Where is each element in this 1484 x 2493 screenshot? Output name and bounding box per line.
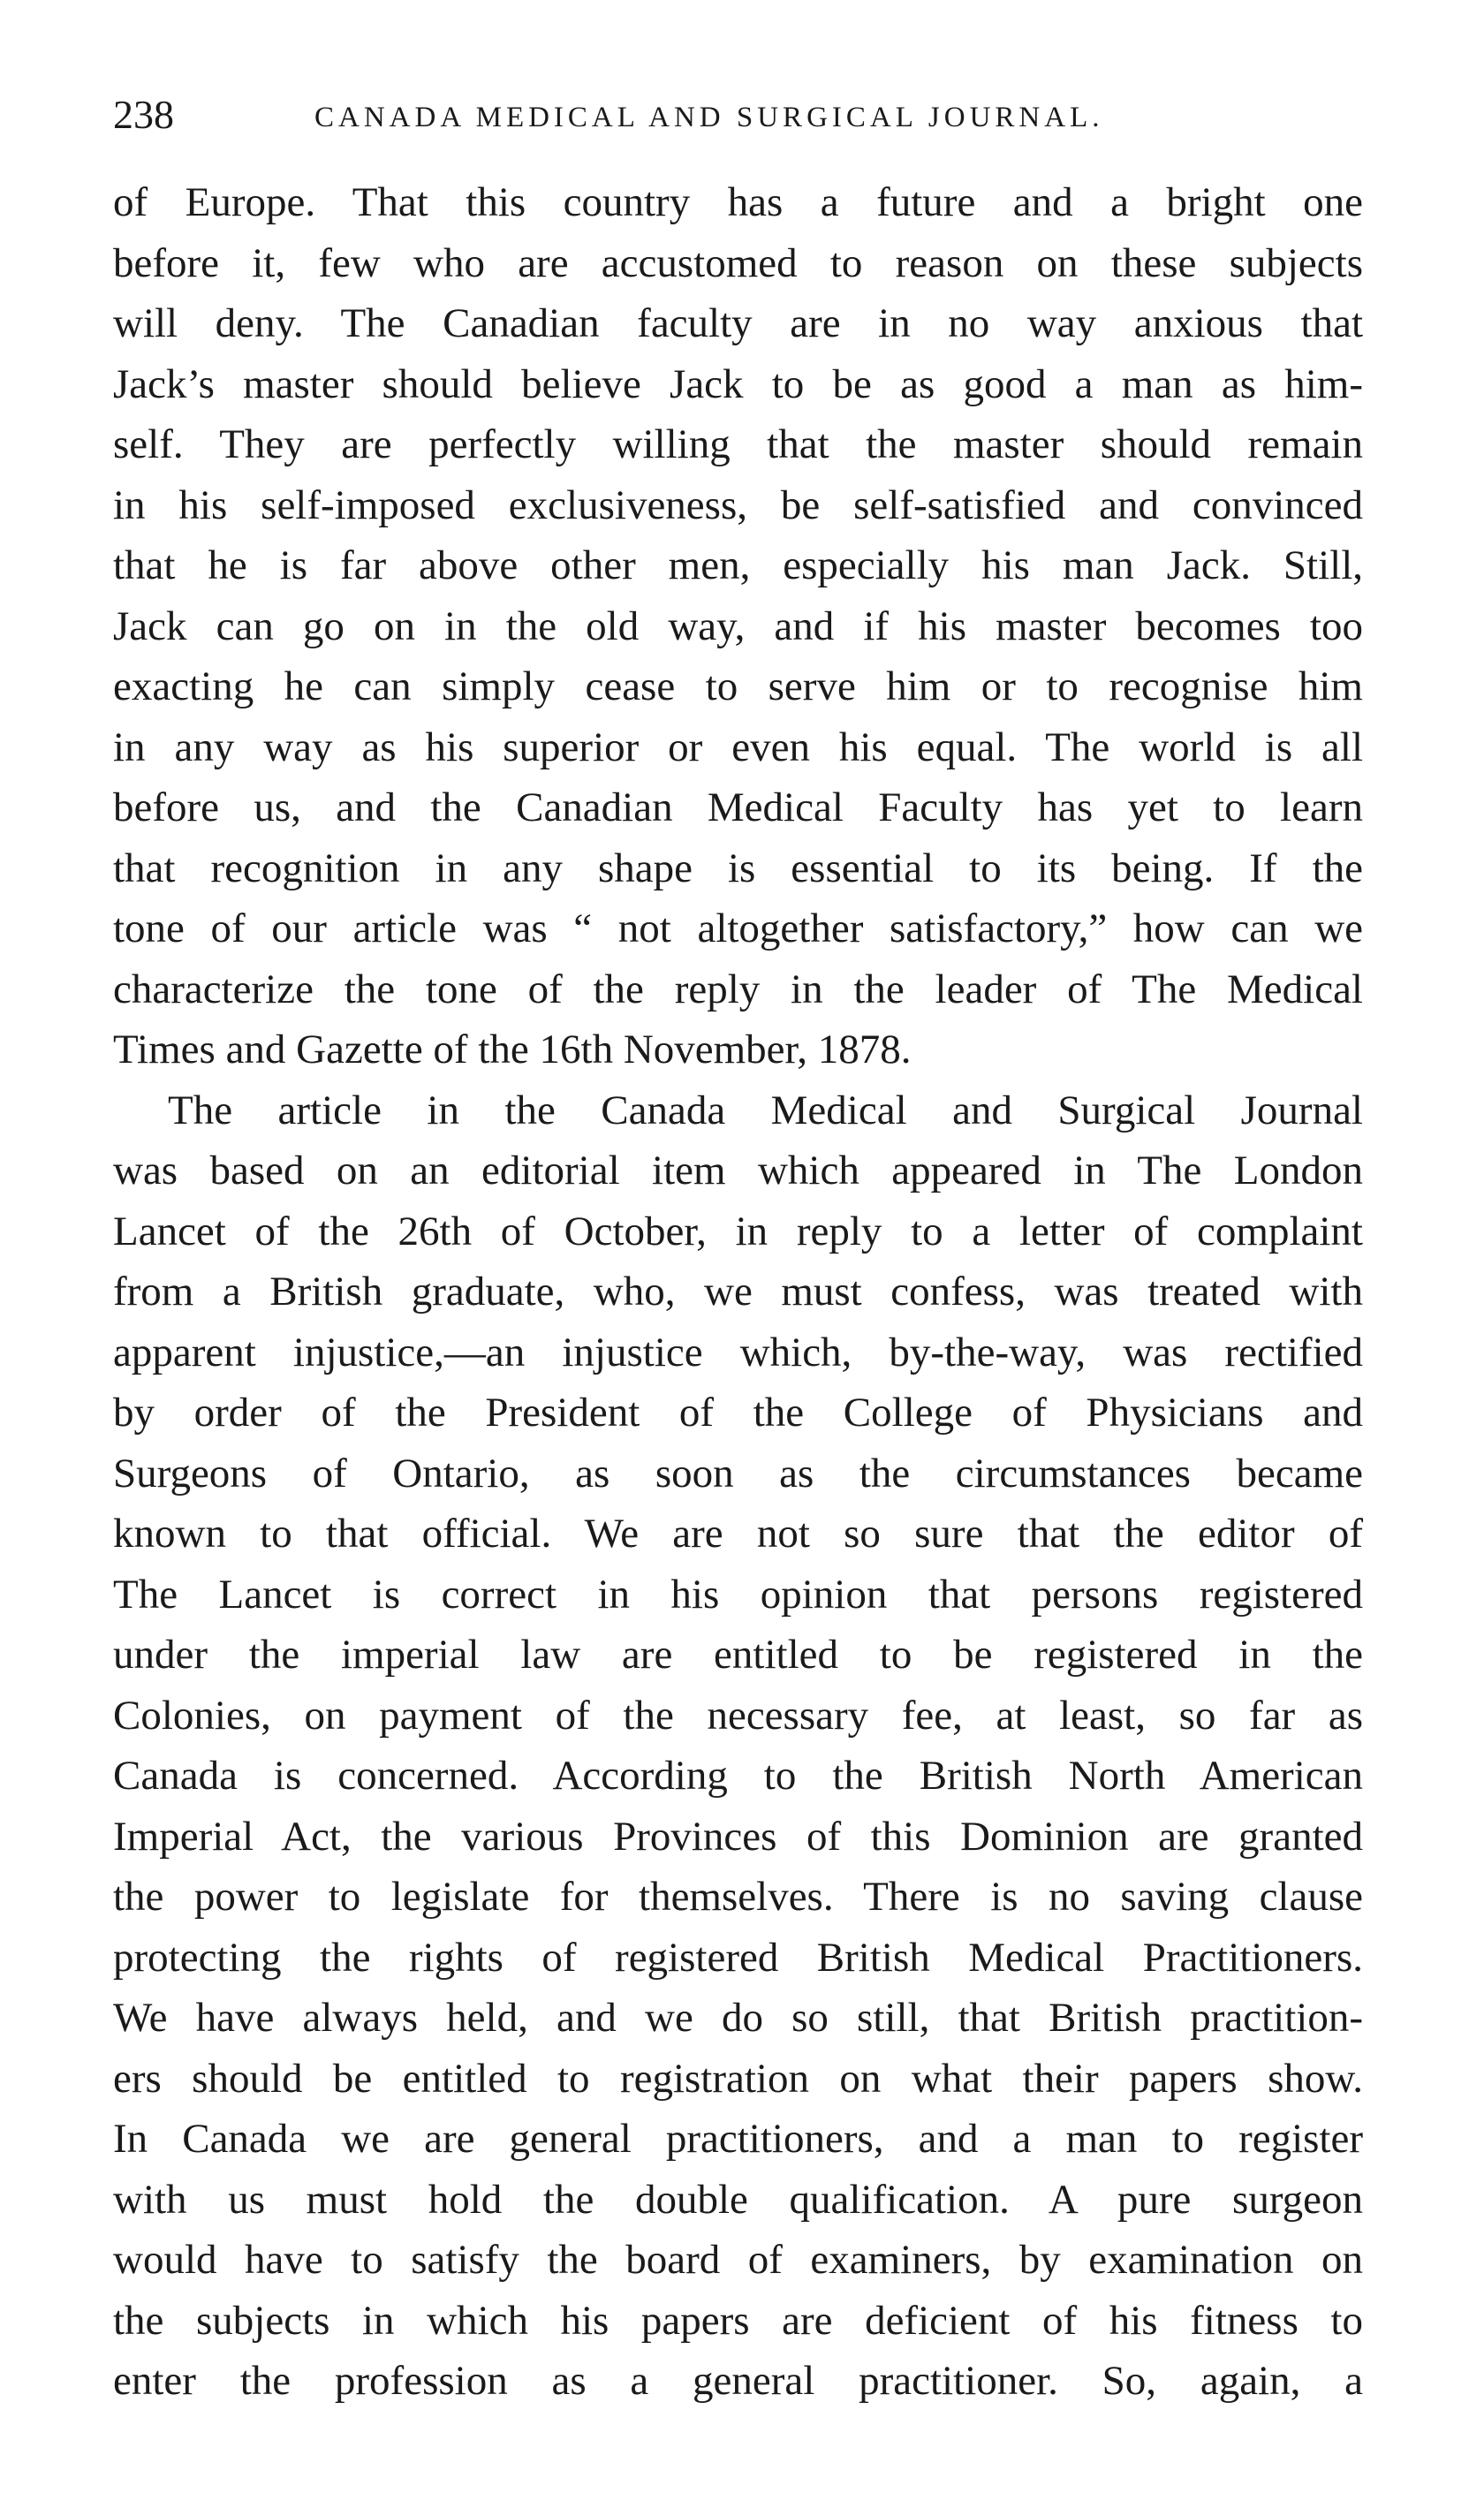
text-line: We have always held, and we do so still, that British practition- [113,1995,1363,2041]
text-line: Jack’s master should believe Jack to be as good a man as him- [113,360,1363,407]
text-line: Imperial Act, the various Provinces of this Dominion are granted [113,1813,1363,1860]
text-line: will deny. The Canadian faculty are in no way anxious that [113,300,1363,346]
text-line: exacting he can simply cease to serve him or to recognise him [113,663,1363,709]
text-line: apparent injustice,—an injustice which, by-the-way, was rectified [113,1329,1363,1375]
text-line: The Lancet is correct in his opinion that persons registered [113,1571,1363,1618]
text-line: In Canada we are general practitioners, and a man to register [113,2116,1363,2162]
text-line: known to that official. We are not so sure that the editor of [113,1511,1363,1557]
paragraph-1 [113,172,1363,1080]
text-line: The article in the Canada Medical and Surgical Journal [168,1087,1363,1133]
body-text [113,172,1363,2412]
text-line: protecting the rights of registered British Medical Practitioners. [113,1934,1363,1981]
text-line: that recognition in any shape is essential to its being. If the [113,845,1363,891]
text-line: that he is far above other men, especially his man Jack. Still, [113,542,1363,588]
page-number: 238 [113,92,174,137]
text-line: from a British graduate, who, we must confess, was treated with [113,1269,1363,1315]
text-line: of Europe. That this country has a future and a bright one [113,179,1363,225]
text-line: self. They are perfectly willing that the master should remain [113,421,1363,467]
text-line: the power to legislate for themselves. There is no saving clause [113,1874,1363,1920]
text-line: with us must hold the double qualification. A pure surgeon [113,2176,1363,2223]
journal-title: CANADA MEDICAL AND SURGICAL JOURNAL. [314,102,1104,133]
paragraph-2 [113,1080,1363,2412]
text-line: was based on an editorial item which appeared in The London [113,1148,1363,1193]
text-line: characterize the tone of the reply in the leader of The Medical [113,966,1363,1012]
text-line: ers should be entitled to registration on what their papers show. [113,2055,1363,2102]
text-line: the subjects in which his papers are deficient of his fitness to [113,2297,1363,2344]
text-line: tone of our article was “ not altogether satisfactory,” how can we [113,906,1363,951]
text-line: Jack can go on in the old way, and if his master becomes too [113,602,1363,649]
text-line: would have to satisfy the board of examiners, by examination on [113,2237,1363,2283]
text-line: Surgeons of Ontario, as soon as the circumstances became [113,1450,1363,1497]
text-line: in his self-imposed exclusiveness, be self-satisfied and convinced [113,481,1363,528]
text-line: enter the profession as a general practitioner. So, again, a [113,2358,1363,2404]
text-line: Lancet of the 26th of October, in reply to a letter of complaint [113,1208,1363,1254]
text-line: before us, and the Canadian Medical Faculty has yet to learn [113,784,1363,830]
text-line: in any way as his superior or even his equal. The world is all [113,724,1363,770]
text-line: under the imperial law are entitled to be registered in the [113,1632,1363,1678]
running-head [113,88,1367,150]
text-line: by order of the President of the College of Physicians and [113,1390,1363,1436]
text-line: Canada is concerned. According to the British North American [113,1753,1363,1799]
text-line: before it, few who are accustomed to reason on these subjects [113,239,1363,286]
text-line: Colonies, on payment of the necessary fee, at least, so far as [113,1692,1363,1739]
text-line: Times and Gazette of the 16th November, 1878. [113,1027,912,1072]
